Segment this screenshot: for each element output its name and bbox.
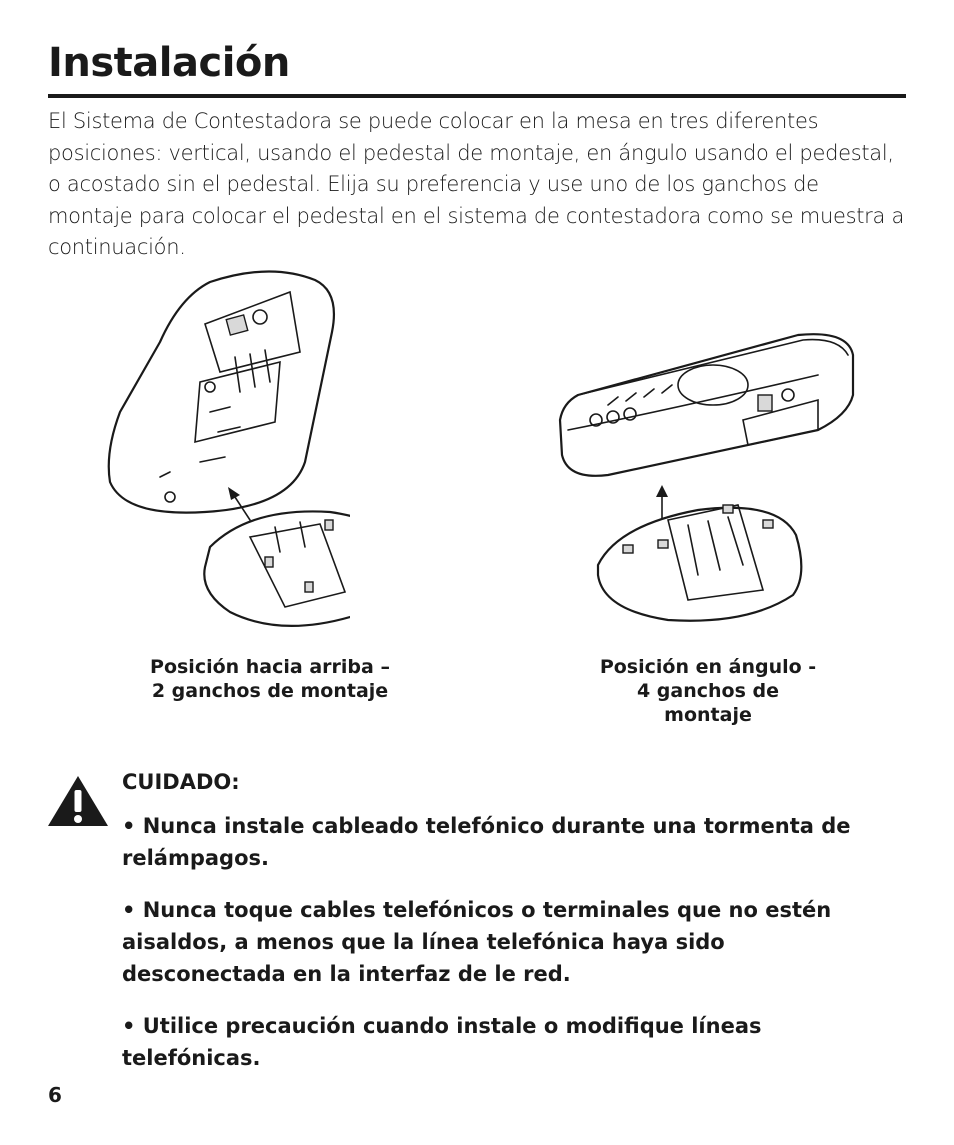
list-item: • Utilice precaución cuando instale o modifique líneas telefónicas. [122,1014,762,1070]
list-item: • Nunca instale cableado telefónico durante una tormenta de relámpagos. [122,814,851,870]
angled-position-illustration [548,325,868,630]
title-divider [48,94,906,98]
caution-list [122,810,882,1094]
list-item: • Nunca toque cables telefónicos o terminales que no estén aisaldos, a menos que la línea telefónica haya sido desconectada en la interfaz de le red. [122,898,832,986]
page-number: 6 [48,1083,62,1107]
angled-position-caption: Posición en ángulo - 4 ganchos de montaje [599,656,817,726]
intro-paragraph: El Sistema de Contestadora se puede colocar en la mesa en tres diferentes posiciones: vertical, usando el pedestal de montaje, en ángulo usando el pedestal, o acostado sin el pedestal. Elija su preferencia y use uno de los ganchos de montaje para colocar el pedestal en el sistema de contestadora como se muestra a continuación. [48,109,905,259]
caution-heading: CUIDADO: [122,770,240,794]
upright-position-illustration [100,262,350,632]
warning-triangle-icon [46,774,110,828]
page-title: Instalación [48,40,290,86]
upright-position-caption: Posición hacia arriba – 2 ganchos de montaje [150,656,390,702]
